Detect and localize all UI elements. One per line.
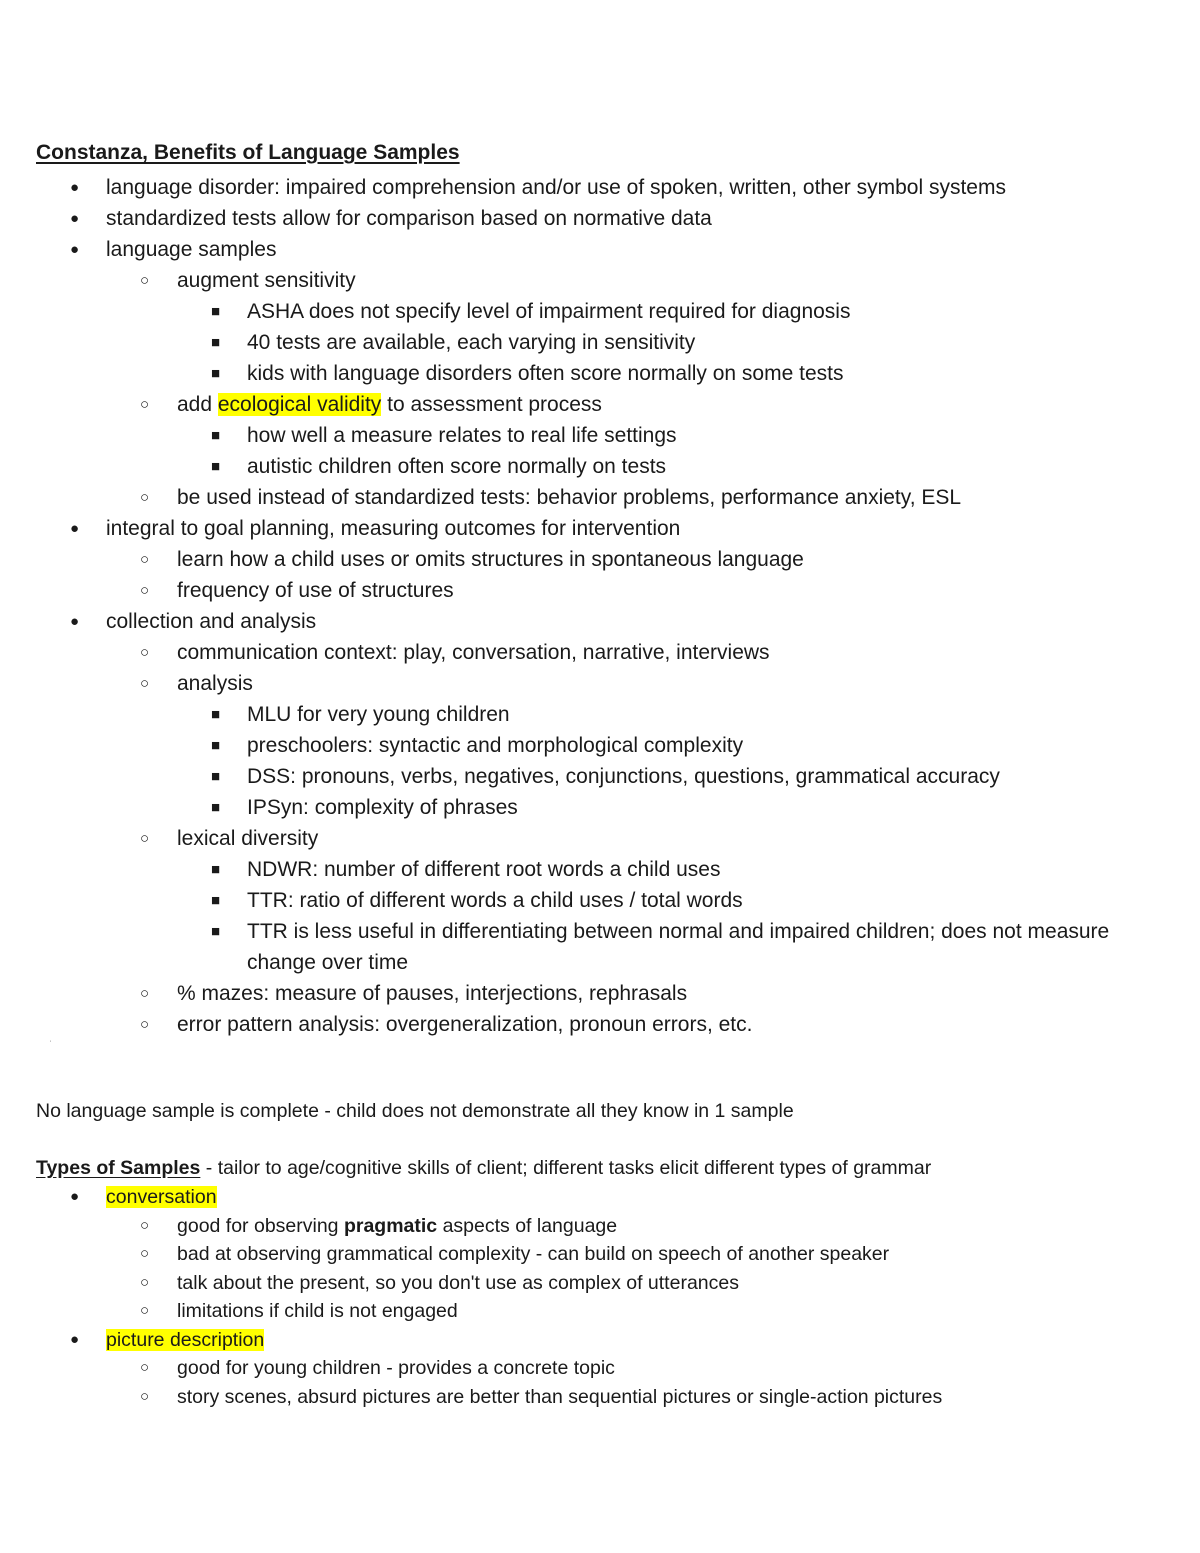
bullet-square-icon: ■	[211, 427, 221, 444]
list-item: ■ autistic children often score normally on tests	[0, 451, 1200, 482]
list-item: ■ DSS: pronouns, verbs, negatives, conjunctions, questions, grammatical accuracy	[0, 761, 1200, 792]
list-item: ■ TTR: ratio of different words a child uses / total words	[0, 885, 1200, 916]
bullet-circle-icon: ○	[140, 1245, 150, 1262]
bullet-disc-icon: ●	[70, 613, 80, 630]
bullet-square-icon: ■	[211, 458, 221, 475]
bullet-square-icon: ■	[211, 334, 221, 351]
types-list	[0, 1183, 1200, 1411]
note-paragraph: No language sample is complete - child does not demonstrate all they know in 1 sample	[36, 1100, 794, 1122]
bullet-disc-icon: ●	[70, 1330, 80, 1348]
outline-list	[0, 172, 1200, 1040]
list-item: ■ IPSyn: complexity of phrases	[0, 792, 1200, 823]
list-item: ○ learn how a child uses or omits structures in spontaneous language	[0, 544, 1200, 575]
list-item: ■ NDWR: number of different root words a child uses	[0, 854, 1200, 885]
bullet-circle-icon: ○	[140, 551, 150, 568]
list-item: ○ bad at observing grammatical complexity - can build on speech of another speaker	[0, 1240, 1200, 1269]
bold-term: pragmatic	[343, 1214, 438, 1237]
bullet-square-icon: ■	[211, 706, 221, 723]
bullet-circle-icon: ○	[140, 830, 150, 847]
section-title: Types of Samples	[36, 1157, 201, 1179]
list-item: ● standardized tests allow for comparison based on normative data	[0, 203, 1200, 234]
section-subtitle: - tailor to age/cognitive skills of client; different tasks elicit different types of grammar	[200, 1157, 932, 1179]
list-item: ○ good for young children - provides a concrete topic	[0, 1354, 1200, 1383]
list-item: ■ 40 tests are available, each varying in sensitivity	[0, 327, 1200, 358]
list-item: ○ error pattern analysis: overgeneralization, pronoun errors, etc.	[0, 1009, 1200, 1040]
list-item: ● language disorder: impaired comprehension and/or use of spoken, written, other symbol systems	[0, 172, 1200, 203]
bullet-square-icon: ■	[211, 737, 221, 754]
bullet-square-icon: ■	[211, 365, 221, 382]
list-item: ○ frequency of use of structures	[0, 575, 1200, 606]
bullet-circle-icon: ○	[140, 582, 150, 599]
bullet-square-icon: ■	[211, 861, 221, 878]
bullet-disc-icon: ●	[70, 520, 80, 537]
bullet-square-icon: ■	[211, 892, 221, 909]
bullet-disc-icon: ●	[70, 241, 80, 258]
bullet-circle-icon: ○	[140, 1216, 150, 1234]
list-item: ○ % mazes: measure of pauses, interjections, rephrasals	[0, 978, 1200, 1009]
bullet-circle-icon: ○	[140, 489, 150, 506]
bullet-circle-icon: ○	[140, 1387, 150, 1405]
list-item: ● integral to goal planning, measuring outcomes for intervention	[0, 513, 1200, 544]
highlighted-term: conversation	[106, 1186, 217, 1208]
bullet-circle-icon: ○	[140, 675, 150, 692]
list-item: ○ limitations if child is not engaged	[0, 1297, 1200, 1326]
section-title: Constanza, Benefits of Language Samples	[36, 141, 460, 164]
bullet-square-icon: ■	[211, 923, 221, 940]
list-item: ● collection and analysis	[0, 606, 1200, 637]
list-item: ○ story scenes, absurd pictures are better than sequential pictures or single-action pictures	[0, 1383, 1200, 1412]
list-item: ○ analysis	[0, 668, 1200, 699]
list-item: ■ preschoolers: syntactic and morphological complexity	[0, 730, 1200, 761]
list-item: ■ TTR is less useful in differentiating between normal and impaired children; does not measure change over time	[0, 916, 1127, 978]
list-item: ■ ASHA does not specify level of impairment required for diagnosis	[0, 296, 1200, 327]
list-item: ○ talk about the present, so you don't use as complex of utterances	[0, 1269, 1200, 1298]
bullet-disc-icon: ●	[70, 210, 80, 227]
bullet-disc-icon: ●	[70, 1188, 80, 1205]
bullet-circle-icon: ○	[140, 1302, 150, 1319]
list-item: ○ lexical diversity	[0, 823, 1200, 854]
stray-mark: ˈ	[49, 1040, 53, 1051]
highlighted-term: picture description	[106, 1328, 265, 1351]
list-item: ● language samples	[0, 234, 1200, 265]
bullet-circle-icon: ○	[140, 396, 150, 413]
bullet-square-icon: ■	[211, 768, 221, 785]
list-item: ○ add ecological validity to assessment process	[0, 389, 1200, 420]
list-item: ■ MLU for very young children	[0, 699, 1200, 730]
bullet-circle-icon: ○	[140, 1359, 150, 1376]
list-item	[0, 1326, 1200, 1355]
list-item	[0, 1183, 1200, 1212]
list-item: ■ how well a measure relates to real life settings	[0, 420, 1200, 451]
bullet-circle-icon: ○	[140, 272, 150, 289]
list-item: ■ kids with language disorders often score normally on some tests	[0, 358, 1200, 389]
list-item: ○ communication context: play, conversation, narrative, interviews	[0, 637, 1200, 668]
bullet-circle-icon: ○	[140, 985, 150, 1002]
bullet-circle-icon: ○	[140, 1273, 150, 1291]
bullet-square-icon: ■	[211, 799, 221, 816]
bullet-circle-icon: ○	[140, 644, 150, 661]
list-item: ○ be used instead of standardized tests: behavior problems, performance anxiety, ESL	[0, 482, 1200, 513]
section-heading-types	[36, 1157, 931, 1180]
list-item: ○ good for observing pragmatic aspects of language	[0, 1212, 1200, 1241]
bullet-square-icon: ■	[211, 303, 221, 320]
list-item: ○ augment sensitivity	[0, 265, 1200, 296]
bullet-disc-icon: ●	[70, 179, 80, 196]
highlighted-term: ecological validity	[217, 393, 382, 416]
bullet-circle-icon: ○	[140, 1016, 150, 1033]
